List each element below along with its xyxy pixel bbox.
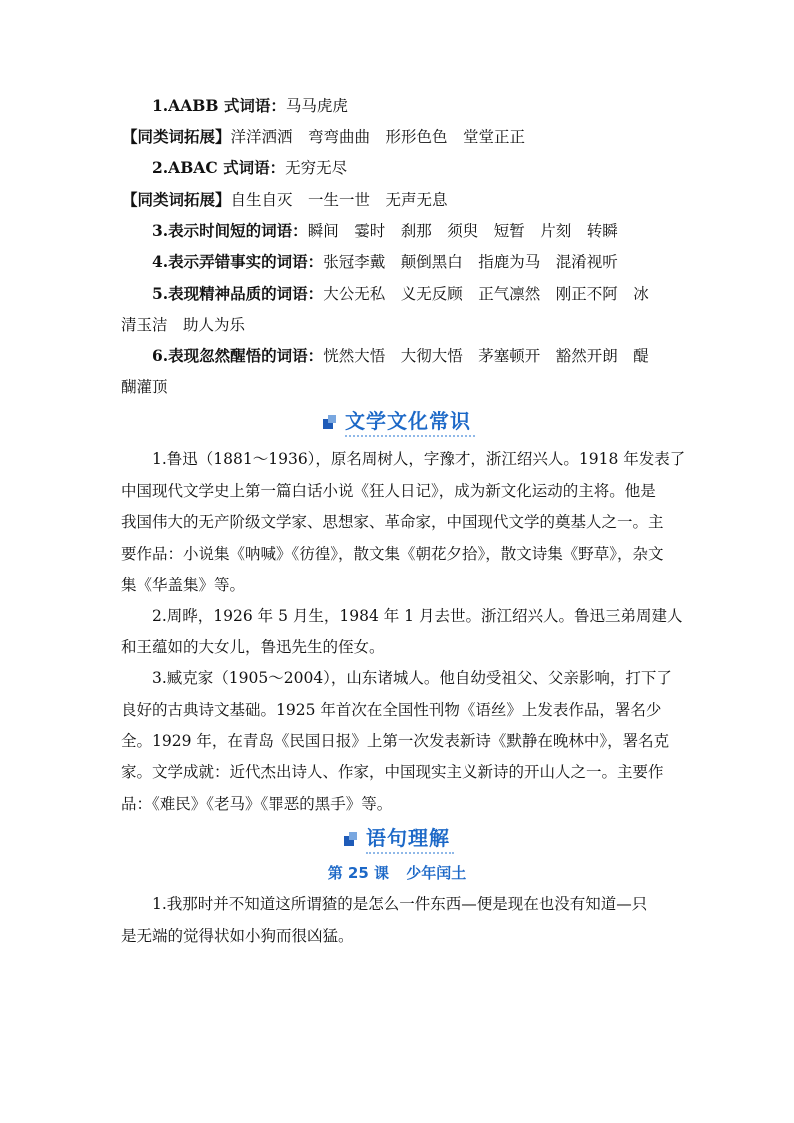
vocab-label: 3.表示时间短的词语： — [152, 221, 308, 240]
vocab-label: 2.ABAC 式词语： — [152, 158, 286, 177]
vocab-text: 马马虎虎 — [285, 97, 348, 115]
culture-p1-line-2: 中国现代文学史上第一篇白话小说《狂人日记》，成为新文化运动的主将。他是 — [121, 482, 656, 500]
vocab-text: 无穷无尽 — [285, 159, 348, 177]
culture-p3-line-1: 3.臧克家（1905～2004），山东诸城人。他自幼受祖父、父亲影响，打下了 — [152, 669, 672, 687]
section-underline — [345, 435, 475, 437]
vocab-label: 1.AABB 式词语： — [152, 96, 286, 115]
sentence-line-1: 1.我那时并不知道这所谓猹的是怎么一件东西—便是现在也没有知道—只 — [152, 895, 648, 913]
vocab-text: 大公无私 义无反顾 正气凛然 刚正不阿 冰 — [323, 285, 649, 303]
culture-p2-line-2: 和王蕴如的大女儿，鲁迅先生的侄女。 — [121, 638, 385, 656]
vocab-line-10 — [121, 377, 681, 397]
vocab-line-6 — [152, 252, 712, 272]
vocab-line-8 — [121, 315, 681, 335]
section-title: 文学文化常识 — [345, 409, 471, 433]
sentence-line-2: 是无端的觉得状如小狗而很凶猛。 — [121, 927, 354, 945]
vocab-line-4 — [122, 190, 682, 210]
section-heading-sentences — [0, 822, 794, 852]
culture-p3-line-3: 全。1929 年，在青岛《民国日报》上第一次发表新诗《默静在晚林中》，署名克 — [121, 732, 670, 750]
section-square-icon — [323, 415, 337, 429]
culture-p1-line-4: 要作品：小说集《呐喊》《彷徨》，散文集《朝花夕拾》，散文诗集《野草》，杂文 — [121, 545, 664, 563]
vocab-text: 张冠李戴 颠倒黑白 指鹿为马 混淆视听 — [323, 253, 618, 271]
culture-p3-line-5: 品：《难民》《老马》《罪恶的黑手》等。 — [121, 795, 393, 813]
section-heading-culture — [0, 405, 794, 435]
vocab-text: 恍然大悟 大彻大悟 茅塞顿开 豁然开朗 醍 — [323, 347, 649, 365]
lesson-number: 第 25 课 — [327, 864, 390, 882]
vocab-line-5 — [152, 221, 712, 241]
section-title: 语句理解 — [366, 826, 450, 850]
culture-p1-line-3: 我国伟大的无产阶级文学家、思想家、革命家，中国现代文学的奠基人之一。主 — [121, 513, 664, 531]
vocab-text: 瞬间 霎时 刹那 须臾 短暂 片刻 转瞬 — [307, 222, 618, 240]
lesson-name: 少年闰土 — [406, 864, 467, 882]
vocab-line-1 — [152, 96, 712, 116]
vocab-label: 【同类词拓展】 — [122, 127, 231, 146]
vocab-line-2 — [122, 127, 682, 147]
vocab-label: 4.表示弄错事实的词语： — [152, 252, 324, 271]
vocab-label: 5.表现精神品质的词语： — [152, 284, 324, 303]
vocab-text: 自生自灭 一生一世 无声无息 — [230, 191, 448, 209]
culture-p3-line-2: 良好的古典诗文基础。1925 年首次在全国性刊物《语丝》上发表作品，署名少 — [121, 701, 662, 719]
vocab-line-9 — [152, 346, 712, 366]
vocab-text: 洋洋洒洒 弯弯曲曲 形形色色 堂堂正正 — [230, 128, 526, 146]
vocab-text: 醐灌顶 — [121, 378, 168, 396]
culture-p2-line-1: 2.周晔，1926 年 5 月生，1984 年 1 月去世。浙江绍兴人。鲁迅三弟周建人 — [152, 607, 683, 625]
section-square-icon — [344, 832, 358, 846]
vocab-label: 6.表现忽然醒悟的词语： — [152, 346, 324, 365]
vocab-line-3 — [152, 158, 712, 178]
lesson-heading — [0, 862, 794, 883]
vocab-text: 清玉洁 助人为乐 — [121, 316, 246, 334]
culture-p1-line-5: 集《华盖集》等。 — [121, 576, 246, 594]
culture-p3-line-4: 家。文学成就：近代杰出诗人、作家，中国现实主义新诗的开山人之一。主要作 — [121, 763, 664, 781]
vocab-label: 【同类词拓展】 — [122, 190, 231, 209]
culture-p1-line-1: 1.鲁迅（1881～1936），原名周树人，字豫才，浙江绍兴人。1918 年发表了 — [152, 450, 686, 468]
section-underline — [366, 852, 454, 854]
vocab-line-7 — [152, 284, 712, 304]
